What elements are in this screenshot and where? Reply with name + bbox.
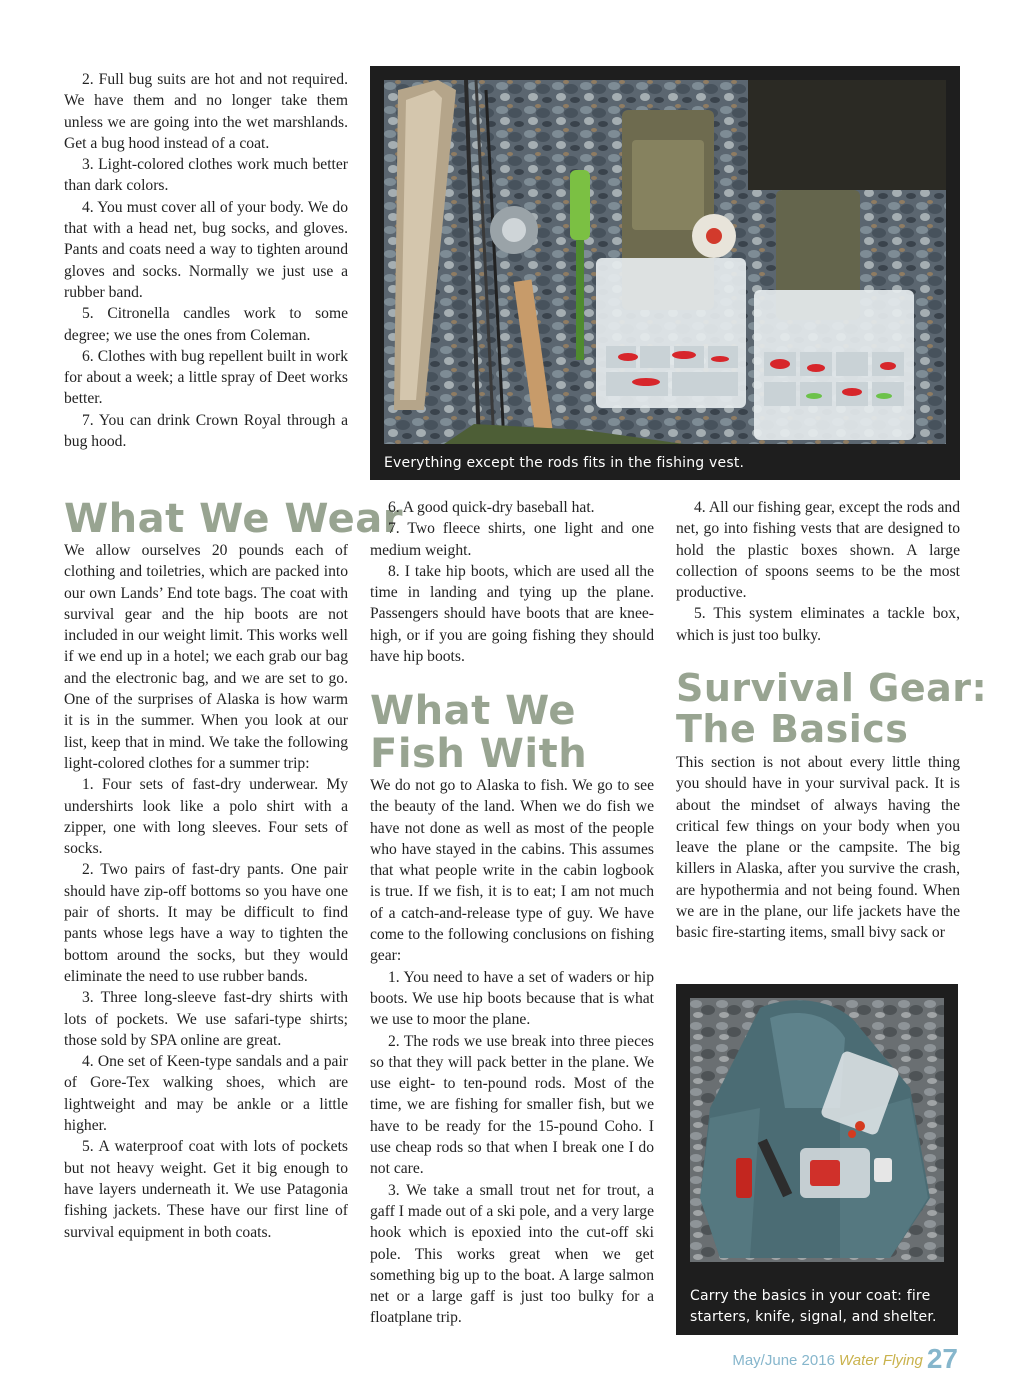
paragraph: 2. Full bug suits are hot and not required. We have them and no longer take them unless we are going into the wet marshlands. Get a bug hood instead of a coat. — [64, 71, 348, 152]
paragraph: 6. Clothes with bug repellent built in work for about a week; a little spray of Deet works better. — [64, 347, 348, 408]
list-item: 1. You need to have a set of waders or hip boots. We use hip boots because that is what we use to moor the plane. — [370, 968, 654, 1029]
column-2-top — [370, 497, 654, 667]
page-number: 27 — [926, 1343, 958, 1374]
survival-coat-illustration — [690, 998, 944, 1262]
list-item: 5. A waterproof coat with lots of pockets but not heavy weight. Get it big enough to have layers underneath it. We use Patagonia fishing jackets. These have our first line of survival equipment in both coats. — [64, 1138, 348, 1241]
list-item: 3. We take a small trout net for trout, a gaff I made out of a ski pole, and a very large hook which is epoxied into the cut-off ski pole. This works great when we get something big up to the boat. A large salmon net or a large gaff is just too bulky for a floatplane trip. — [370, 1181, 654, 1327]
issue-date: May/June 2016 — [732, 1352, 835, 1369]
photo-survival-coat — [676, 984, 958, 1335]
paragraph: 7. You can drink Crown Royal through a bug hood. — [64, 411, 348, 451]
section-heading-what-we-wear: What We Wear — [64, 496, 403, 542]
magazine-name: Water Flying — [838, 1352, 923, 1369]
section-heading-what-we-fish-with — [370, 690, 587, 776]
photo-caption-line-2: starters, knife, signal, and shelter. — [690, 1309, 937, 1325]
list-item: 3. Three long-sleeve fast-dry shirts with lots of pockets. We use safari-type shirts; those sold by SPA online are great. — [64, 989, 348, 1049]
list-item: 2. Two pairs of fast-dry pants. One pair should have zip-off bottoms so you have one pair of shorts. It may be difficult to find pants whose legs have a way to tighten the bottom around the socks, but they would eliminate the need to use rubber bands. — [64, 861, 348, 985]
list-item: 7. Two fleece shirts, one light and one medium weight. — [370, 520, 654, 559]
fishing-gear-illustration — [384, 80, 946, 444]
survival-coat-image — [690, 998, 944, 1262]
column-3-body — [676, 752, 960, 944]
section-heading-survival-gear — [676, 668, 987, 750]
photo-caption-line-1: Carry the basics in your coat: fire — [690, 1288, 931, 1304]
heading-line: The Basics — [676, 707, 909, 752]
list-item: 1. Four sets of fast-dry underwear. My undershirts look like a polo shirt with a zipper, one with long sleeves. Four sets of socks. — [64, 776, 348, 858]
paragraph: We do not go to Alaska to fish. We go to see the beauty of the land. When we do fish we have not done as well as most of the people who have stayed in the cabins. This assumes that what people write in the cabin logbook is true. If we fish, it is to eat; I am not much of a catch-and-release type of guy. We have come to the following conclusions on fishing gear: — [370, 777, 654, 965]
paragraph: 3. Light-colored clothes work much better than dark colors. — [64, 156, 348, 195]
photo-fishing-gear — [370, 66, 960, 480]
list-item: 5. This system eliminates a tackle box, which is just too bulky. — [676, 605, 960, 644]
column-2-body — [370, 775, 654, 1329]
paragraph: We allow ourselves 20 pounds each of clothing and toiletries, which are packed into our own Lands’ End tote bags. The coat with survival gear and the hip boots are not included in our weight limit. This works well if we end up in a hotel; we each grab our bag and the electronic bag, and we are set to go. One of the surprises of Alaska is how warm it is in the summer. When you look at our list, keep that in mind. We take the following light-colored clothes for a summer trip: — [64, 542, 348, 772]
photo-caption: Everything except the rods fits in the fishing vest. — [384, 455, 745, 471]
page-footer — [732, 1343, 958, 1375]
list-item: 4. One set of Keen-type sandals and a pair of Gore-Tex walking shoes, which are lightweight and may be ankle or a little higher. — [64, 1053, 348, 1135]
column-3-top — [676, 497, 960, 646]
list-item: 6. A good quick-dry baseball hat. — [388, 499, 595, 516]
column-1-body — [64, 540, 348, 1243]
paragraph: This section is not about every little thing you should have in your survival pack. It is about the mindset of always having the critical few things on your body when you leave the plane or the campsite. The big killers in Alaska, after you survive the crash, are hypothermia and not being found. When we are in the plane, our life jackets have the basic fire-starting items, small bivy sack or — [676, 754, 960, 942]
heading-line: Fish With — [370, 731, 588, 778]
list-item: 2. The rods we use break into three pieces so that they will pack better in the plane. We use eight- to ten-pound rods. Most of the time, we are fishing for smaller fish, but we have to be ready for the 15-pound Coho. I use cheap rods so that when I break one I do not care. — [370, 1032, 654, 1178]
paragraph: 4. You must cover all of your body. We do that with a head net, bug socks, and gloves. Pants and coats need a way to tighten around gloves and socks. Normally we just use a rubber band. — [64, 198, 348, 301]
heading-line: What We — [370, 688, 576, 734]
list-item: 4. All our fishing gear, except the rods and net, go into fishing vests that are designed to hold the plastic boxes shown. A large collection of spoons seems to be the most productive. — [676, 499, 960, 602]
paragraph: 5. Citronella candles work to some degree; we use the ones from Coleman. — [64, 305, 348, 344]
fishing-gear-image — [384, 80, 946, 444]
column-1-top — [64, 69, 348, 452]
heading-line: Survival Gear: — [676, 666, 988, 710]
list-item: 8. I take hip boots, which are used all the time in landing and tying up the plane. Passengers should have boots that are knee-high, or if you are going fishing they should have hip boots. — [370, 562, 654, 666]
